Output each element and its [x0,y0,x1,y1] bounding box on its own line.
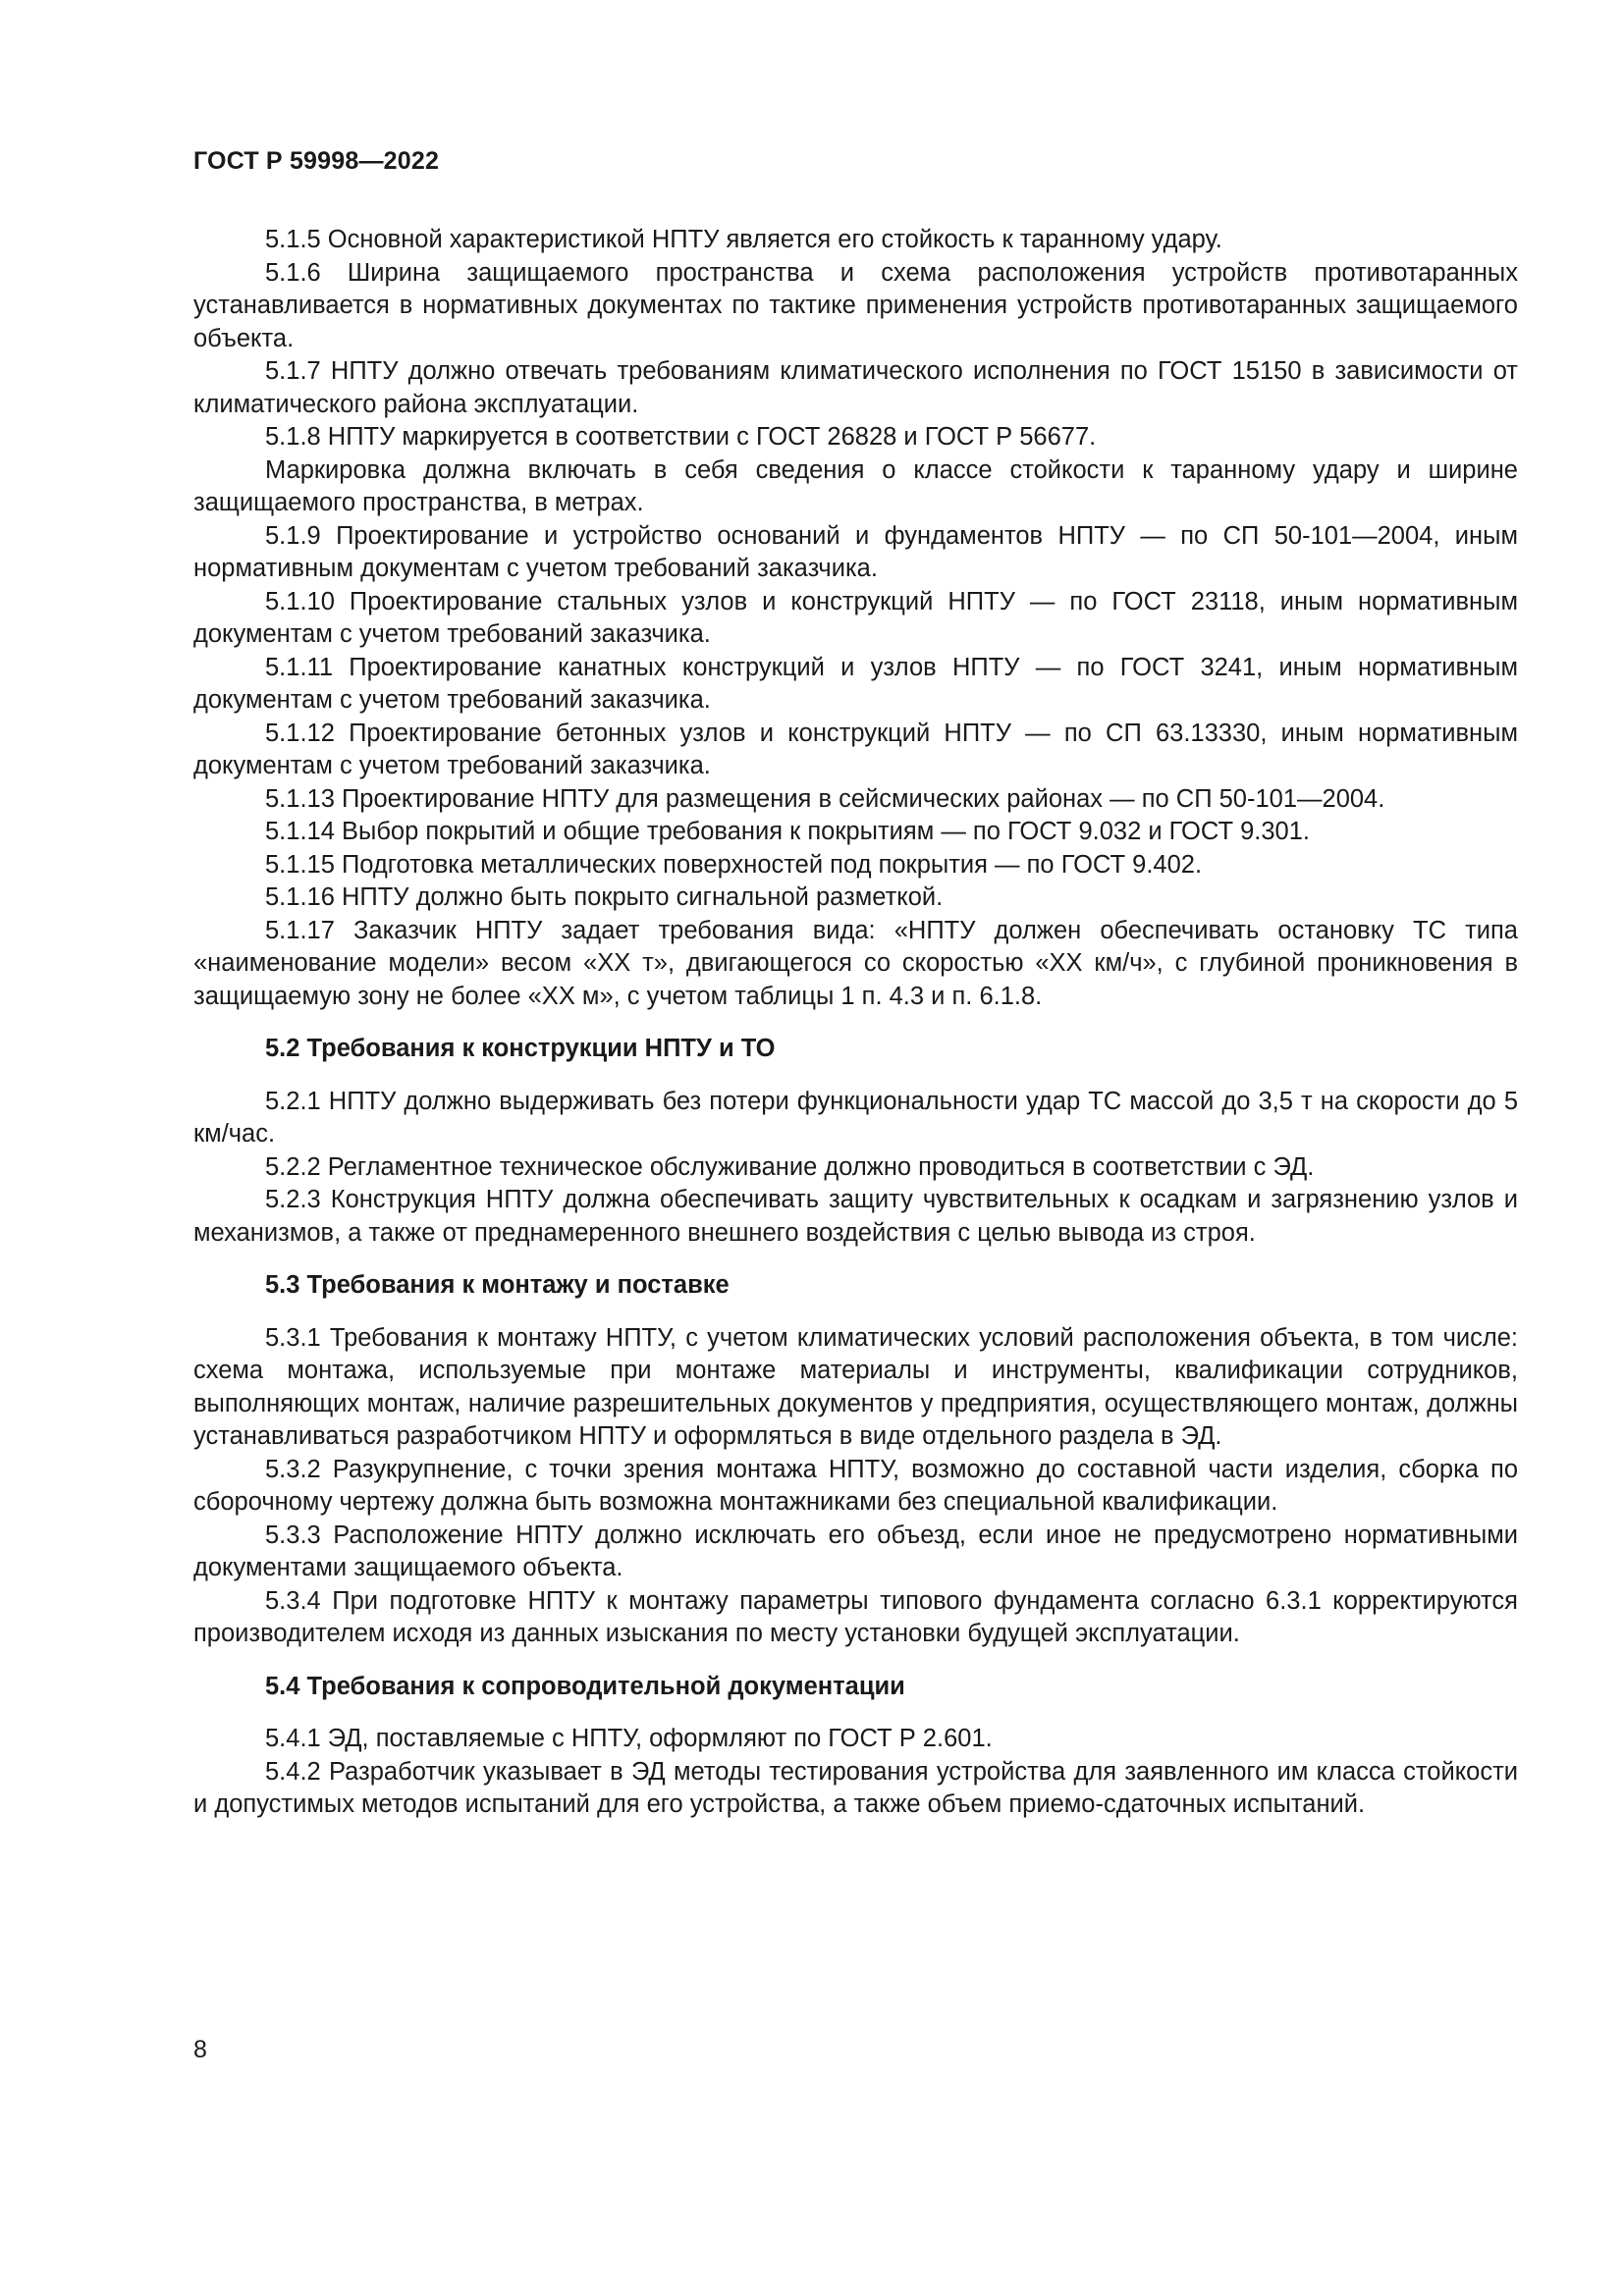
document-header: ГОСТ Р 59998—2022 [193,147,440,175]
paragraph: 5.1.5 Основной характеристикой НПТУ является его стойкость к таранному удару. [265,226,1222,253]
section-heading: 5.2 Требования к конструкции НПТУ и ТО [265,1035,776,1062]
document-body [193,224,1518,1822]
paragraph: 5.1.10 Проектирование стальных узлов и конструкций НПТУ — по ГОСТ 23118, иным нормативным документам с учетом требований заказчика. [193,587,1518,648]
paragraph: 5.3.1 Требования к монтажу НПТУ, с учетом климатических условий расположения объекта, в том числе: схема монтажа, используемые при монтаже материалы и инструменты, квалификации сотрудников, выполняющих монтаж, наличие разрешительных документов у предприятия, осуществляющего монтаж, должны устанавливаться разработчиком НПТУ и оформляться в виде отдельного раздела в ЭД. [193,1323,1518,1450]
paragraph: 5.1.6 Ширина защищаемого пространства и схема расположения устройств противотаранных устанавливается в нормативных документах по тактике применения устройств противотаранных защищаемого объекта. [193,258,1518,352]
paragraph: Маркировка должна включать в себя сведения о классе стойкости к таранному удару и ширине защищаемого пространства, в метрах. [193,455,1518,516]
paragraph: 5.1.8 НПТУ маркируется в соответствии с ГОСТ 26828 и ГОСТ Р 56677. [265,423,1097,451]
page-number: 8 [193,2036,207,2063]
paragraph: 5.1.14 Выбор покрытий и общие требования к покрытиям — по ГОСТ 9.032 и ГОСТ 9.301. [265,818,1311,845]
paragraph: 5.2.2 Регламентное техническое обслуживание должно проводиться в соответствии с ЭД. [265,1152,1315,1181]
paragraph: 5.3.2 Разукрупнение, с точки зрения монтажа НПТУ, возможно до составной части изделия, сборка по сборочному чертежу должна быть возможна монтажниками без специальной квалификации. [193,1455,1518,1516]
paragraph: 5.1.13 Проектирование НПТУ для размещения в сейсмических районах — по СП 50-101—2004. [265,784,1385,813]
paragraph: 5.1.17 Заказчик НПТУ задает требования вида: «НПТУ должен обеспечивать остановку ТС типа «наименование модели» весом «ХХ т», двигающегося со скоростью «ХХ км/ч», с глубиной проникновения в защищаемую зону не более «ХХ м», с учетом таблицы 1 п. 4.3 и п. 6.1.8. [193,916,1518,1010]
paragraph: 5.1.12 Проектирование бетонных узлов и конструкций НПТУ — по СП 63.13330, иным нормативным документам с учетом требований заказчика. [193,719,1518,779]
paragraph: 5.1.16 НПТУ должно быть покрыто сигнальной разметкой. [265,883,944,911]
paragraph: 5.1.11 Проектирование канатных конструкций и узлов НПТУ — по ГОСТ 3241, иным нормативным документам с учетом требований заказчика. [193,653,1518,714]
paragraph: 5.3.4 При подготовке НПТУ к монтажу параметры типового фундамента согласно 6.3.1 корректируются производителем исходя из данных изыскания по месту установки будущей эксплуатации. [193,1586,1518,1647]
section-heading: 5.3 Требования к монтажу и поставке [265,1271,730,1299]
paragraph: 5.2.3 Конструкция НПТУ должна обеспечивать защиту чувствительных к осадкам и загрязнению узлов и механизмов, а также от преднамеренного внешнего воздействия с целью вывода из строя. [193,1186,1518,1247]
paragraph: 5.4.1 ЭД, поставляемые с НПТУ, оформляют по ГОСТ Р 2.601. [265,1725,993,1752]
paragraph: 5.4.2 Разработчик указывает в ЭД методы тестирования устройства для заявленного им класса стойкости и допустимых методов испытаний для его устройства, а также объем приемо-сдаточных испытаний. [193,1757,1518,1818]
paragraph: 5.3.3 Расположение НПТУ должно исключать его объезд, если иное не предусмотрено нормативными документами защищаемого объекта. [193,1521,1518,1581]
section-heading: 5.4 Требования к сопроводительной документации [265,1672,905,1700]
paragraph: 5.1.9 Проектирование и устройство оснований и фундаментов НПТУ — по СП 50-101—2004, иным нормативным документам с учетом требований заказчика. [193,521,1518,582]
paragraph: 5.1.15 Подготовка металлических поверхностей под покрытия — по ГОСТ 9.402. [265,850,1203,879]
paragraph: 5.2.1 НПТУ должно выдерживать без потери функциональности удар ТС массой до 3,5 т на скорости до 5 км/час. [193,1087,1518,1148]
paragraph: 5.1.7 НПТУ должно отвечать требованиям климатического исполнения по ГОСТ 15150 в зависимости от климатического района эксплуатации. [193,357,1518,418]
